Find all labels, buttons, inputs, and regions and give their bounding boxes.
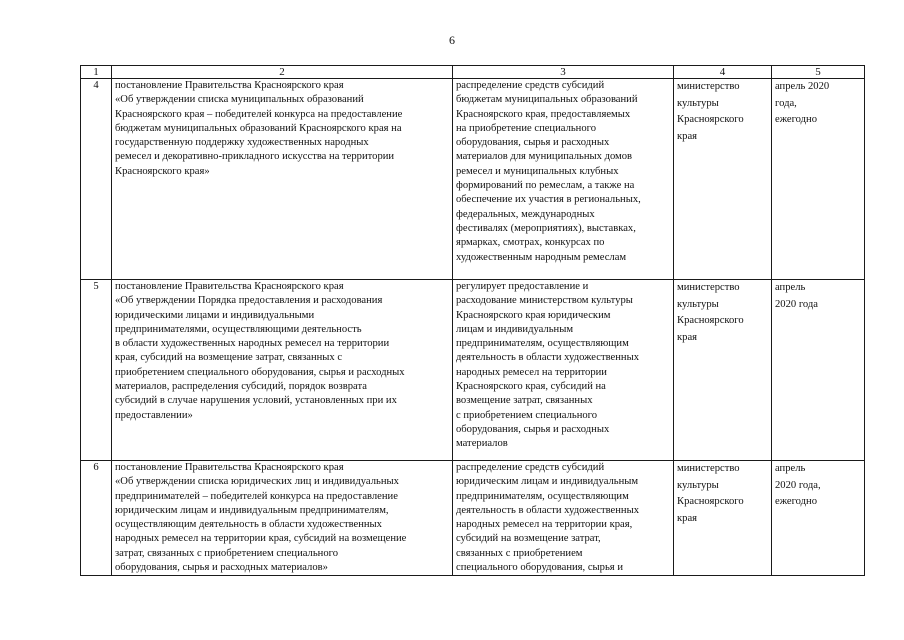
cell-line: Красноярского края – победителей конкурса на предоставление <box>115 108 403 120</box>
deadline-cell <box>772 280 865 461</box>
cell-line: ежегодно <box>775 114 818 125</box>
row-number: 6 <box>81 461 112 576</box>
cell-line: предпринимателям, осуществляющим <box>456 490 629 502</box>
cell-line: предпринимателям, осуществляющим <box>456 338 629 350</box>
cell-line: 2020 года <box>775 298 819 310</box>
column-header-1: 1 <box>81 66 112 79</box>
cell-line: регулирует предоставление и <box>456 281 589 292</box>
table-row <box>81 79 865 280</box>
document-cell <box>112 280 453 461</box>
description-cell <box>453 79 674 280</box>
cell-line: государственную поддержку художественных народных <box>115 137 369 149</box>
column-header-4: 4 <box>674 66 772 79</box>
cell-line: ежегодно <box>775 496 818 507</box>
cell-line: постановление Правительства Красноярского края <box>115 281 344 292</box>
cell-line: бюджетам муниципальных образований <box>456 94 638 106</box>
cell-line: министерство <box>677 282 740 293</box>
cell-line: на приобретение специального <box>456 122 597 134</box>
cell-line: с приобретением специального <box>456 409 598 421</box>
description-cell <box>453 280 674 461</box>
cell-line: фестивалях (мероприятиях), выставках, <box>456 222 636 234</box>
cell-line: деятельность в области художественных <box>456 504 639 516</box>
cell-line: «Об утверждении Порядка предоставления и расходования <box>115 295 383 307</box>
document-cell <box>112 461 453 576</box>
cell-line: ремесел и декоративно-прикладного искусства на территории <box>115 151 395 163</box>
cell-line: предпринимателями, осуществляющими деятельность <box>115 323 362 335</box>
cell-line: специального оборудования, сырья и <box>456 562 623 574</box>
cell-line: «Об утверждении списка юридических лиц и индивидуальных <box>115 476 399 488</box>
cell-line: народных ремесел на территории края, субсидий на возмещение <box>115 533 407 545</box>
column-header-2: 2 <box>112 66 453 79</box>
cell-line: распределение средств субсидий <box>456 80 605 91</box>
cell-line: края <box>677 512 698 524</box>
document-cell <box>112 79 453 280</box>
cell-line: материалов для муниципальных домов <box>456 151 633 163</box>
cell-line: апрель <box>775 282 806 293</box>
cell-line: формирований по ремеслам, а также на <box>456 180 635 192</box>
executor-cell <box>674 79 772 280</box>
cell-line: края <box>677 130 698 142</box>
description-cell <box>453 461 674 576</box>
cell-line: возмещение затрат, связанных <box>456 395 593 407</box>
cell-line: министерство <box>677 463 740 474</box>
cell-line: осуществляющим деятельность в области художественных <box>115 519 382 531</box>
cell-line: субсидий на возмещение затрат, <box>456 533 601 545</box>
cell-line: обеспечение их участия в региональных, <box>456 194 641 206</box>
cell-line: культуры <box>677 97 719 109</box>
cell-line: расходование министерством культуры <box>456 295 633 307</box>
executor-cell <box>674 280 772 461</box>
cell-line: Красноярского края, субсидий на <box>456 381 606 393</box>
cell-line: деятельность в области художественных <box>456 352 639 364</box>
cell-line: апрель <box>775 463 806 474</box>
cell-line: 2020 года, <box>775 479 821 491</box>
table-header-row <box>81 66 865 79</box>
cell-line: народных ремесел на территории <box>456 366 607 378</box>
cell-line: затрат, связанных с приобретением специального <box>115 547 339 559</box>
cell-line: ремесел и муниципальных клубных <box>456 165 619 177</box>
cell-line: народных ремесел на территории края, <box>456 519 633 531</box>
cell-line: Красноярского края, предоставляемых <box>456 108 631 120</box>
cell-line: культуры <box>677 298 719 310</box>
cell-line: оборудования, сырья и расходных <box>456 137 610 149</box>
cell-line: края, субсидий на возмещение затрат, связанных с <box>115 352 343 364</box>
cell-line: бюджетам муниципальных образований Красноярского края на <box>115 122 402 134</box>
cell-line: постановление Правительства Красноярского края <box>115 462 344 473</box>
cell-line: лицам и индивидуальным <box>456 323 574 335</box>
column-header-3: 3 <box>453 66 674 79</box>
cell-line: Красноярского <box>677 315 744 326</box>
cell-line: юридическим лицам и индивидуальным предпринимателям, <box>115 504 389 516</box>
cell-line: Красноярского <box>677 114 744 125</box>
cell-line: «Об утверждении списка муниципальных образований <box>115 94 364 106</box>
cell-line: постановление Правительства Красноярского края <box>115 80 344 91</box>
cell-line: федеральных, международных <box>456 208 595 220</box>
measures-table <box>80 65 865 576</box>
cell-line: в области художественных народных ремесел на территории <box>115 338 390 350</box>
cell-line: приобретением специального оборудования, сырья и расходных <box>115 366 405 378</box>
deadline-cell <box>772 461 865 576</box>
cell-line: предпринимателей – победителей конкурса на предоставление <box>115 490 398 502</box>
cell-line: художественным народным ремеслам <box>456 251 627 263</box>
cell-line: года, <box>775 97 797 109</box>
cell-line: Красноярского края юридическим <box>456 309 611 321</box>
deadline-cell <box>772 79 865 280</box>
table-row <box>81 280 865 461</box>
page-number: 6 <box>449 33 455 47</box>
cell-line: культуры <box>677 479 719 491</box>
cell-line: ярмарках, смотрах, конкурсах по <box>456 237 605 249</box>
cell-line: распределение средств субсидий <box>456 462 605 473</box>
cell-line: апрель 2020 <box>775 81 830 92</box>
cell-line: юридическим лицам и индивидуальным <box>456 476 639 488</box>
cell-line: связанных с приобретением <box>456 547 583 559</box>
row-number: 5 <box>81 280 112 461</box>
cell-line: края <box>677 331 698 343</box>
cell-line: материалов, распределения субсидий, порядок возврата <box>115 381 367 393</box>
cell-line: оборудования, сырья и расходных материалов» <box>115 562 328 574</box>
cell-line: материалов <box>456 438 508 450</box>
executor-cell <box>674 461 772 576</box>
cell-line: министерство <box>677 81 740 92</box>
column-header-5: 5 <box>772 66 865 79</box>
cell-line: субсидий в случае нарушения условий, установленных при их <box>115 395 397 407</box>
cell-line: Красноярского <box>677 496 744 507</box>
cell-line: оборудования, сырья и расходных <box>456 423 610 435</box>
row-number: 4 <box>81 79 112 280</box>
table-row <box>81 461 865 576</box>
cell-line: юридическими лицами и индивидуальными <box>115 309 315 321</box>
cell-line: предоставлении» <box>115 409 193 421</box>
cell-line: Красноярского края» <box>115 165 210 177</box>
